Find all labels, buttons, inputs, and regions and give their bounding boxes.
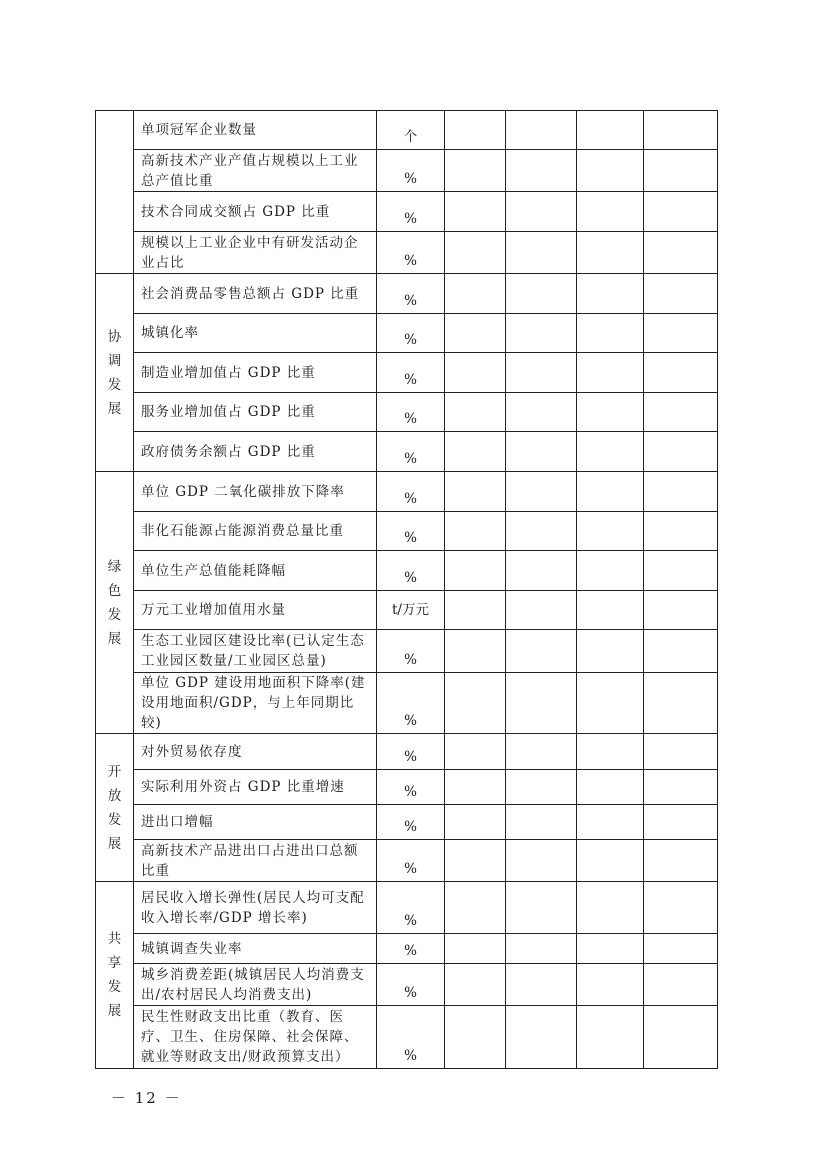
category-cell [96, 274, 134, 472]
indicator-name: 服务业增加值占 GDP 比重 [134, 393, 377, 432]
indicator-unit: % [377, 673, 445, 734]
indicator-name: 城镇化率 [134, 314, 377, 353]
table-row [96, 512, 718, 551]
value-cell [445, 770, 506, 805]
table-row [96, 192, 718, 232]
value-cell [644, 232, 718, 274]
table-row [96, 805, 718, 840]
value-cell [445, 353, 506, 393]
value-cell [577, 630, 644, 673]
value-cell [577, 840, 644, 882]
value-cell [577, 314, 644, 353]
value-cell [577, 192, 644, 232]
value-cell [577, 472, 644, 512]
value-cell [644, 934, 718, 964]
indicator-unit: % [377, 274, 445, 314]
value-cell [506, 770, 577, 805]
table-row [96, 882, 718, 934]
value-cell [445, 512, 506, 551]
value-cell [577, 882, 644, 934]
value-cell [506, 840, 577, 882]
value-cell [644, 551, 718, 591]
table-row [96, 734, 718, 770]
value-cell [445, 472, 506, 512]
indicator-name: 单项冠军企业数量 [134, 111, 377, 150]
value-cell [445, 882, 506, 934]
value-cell [506, 591, 577, 630]
table-row [96, 232, 718, 274]
indicator-unit: % [377, 964, 445, 1006]
value-cell [445, 964, 506, 1006]
value-cell [644, 673, 718, 734]
indicator-unit: % [377, 472, 445, 512]
table-row [96, 840, 718, 882]
category-label: 开放发展 [107, 763, 122, 852]
value-cell [506, 551, 577, 591]
indicator-name: 单位 GDP 二氧化碳排放下降率 [134, 472, 377, 512]
indicator-name: 单位生产总值能耗降幅 [134, 551, 377, 591]
value-cell [644, 111, 718, 150]
indicator-name: 单位 GDP 建设用地面积下降率(建设用地面积/GDP，与上年同期比较) [134, 673, 377, 734]
indicator-unit: % [377, 1006, 445, 1069]
value-cell [506, 630, 577, 673]
value-cell [445, 192, 506, 232]
value-cell [506, 472, 577, 512]
table-row [96, 770, 718, 805]
table-row [96, 630, 718, 673]
value-cell [644, 472, 718, 512]
table-row [96, 934, 718, 964]
value-cell [445, 314, 506, 353]
indicator-unit: % [377, 934, 445, 964]
value-cell [577, 734, 644, 770]
indicator-name: 城镇调查失业率 [134, 934, 377, 964]
value-cell [577, 232, 644, 274]
value-cell [506, 393, 577, 432]
indicator-unit: % [377, 512, 445, 551]
indicator-unit: % [377, 150, 445, 192]
value-cell [445, 591, 506, 630]
value-cell [506, 1006, 577, 1069]
value-cell [445, 805, 506, 840]
indicator-name: 万元工业增加值用水量 [134, 591, 377, 630]
value-cell [644, 840, 718, 882]
indicator-name: 高新技术产品进出口占进出口总额比重 [134, 840, 377, 882]
value-cell [445, 840, 506, 882]
indicator-unit: % [377, 232, 445, 274]
indicator-unit: % [377, 734, 445, 770]
value-cell [445, 934, 506, 964]
value-cell [644, 805, 718, 840]
indicator-unit: % [377, 551, 445, 591]
value-cell [506, 964, 577, 1006]
indicator-name: 民生性财政支出比重（教育、医疗、卫生、住房保障、社会保障、就业等财政支出/财政预算支出） [134, 1006, 377, 1069]
indicator-name: 制造业增加值占 GDP 比重 [134, 353, 377, 393]
value-cell [445, 232, 506, 274]
category-cell [96, 111, 134, 274]
table-row [96, 274, 718, 314]
value-cell [577, 274, 644, 314]
table-row [96, 432, 718, 472]
value-cell [577, 512, 644, 551]
value-cell [445, 673, 506, 734]
indicator-unit: 个 [377, 111, 445, 150]
indicator-name: 城乡消费差距(城镇居民人均消费支出/农村居民人均消费支出) [134, 964, 377, 1006]
value-cell [506, 734, 577, 770]
value-cell [644, 734, 718, 770]
value-cell [577, 934, 644, 964]
indicator-unit: t/万元 [377, 591, 445, 630]
value-cell [445, 393, 506, 432]
indicator-name: 技术合同成交额占 GDP 比重 [134, 192, 377, 232]
value-cell [445, 150, 506, 192]
value-cell [506, 432, 577, 472]
table-row [96, 314, 718, 353]
value-cell [506, 232, 577, 274]
category-label: 协调发展 [107, 328, 122, 417]
table-row [96, 964, 718, 1006]
indicator-unit: % [377, 840, 445, 882]
category-cell [96, 882, 134, 1069]
value-cell [644, 964, 718, 1006]
table-row [96, 353, 718, 393]
indicator-table [95, 110, 718, 1069]
value-cell [506, 934, 577, 964]
indicator-name: 规模以上工业企业中有研发活动企业占比 [134, 232, 377, 274]
value-cell [644, 353, 718, 393]
value-cell [506, 805, 577, 840]
value-cell [644, 314, 718, 353]
value-cell [506, 150, 577, 192]
value-cell [577, 353, 644, 393]
indicator-name: 对外贸易依存度 [134, 734, 377, 770]
value-cell [506, 111, 577, 150]
value-cell [644, 150, 718, 192]
indicator-unit: % [377, 192, 445, 232]
value-cell [445, 432, 506, 472]
value-cell [577, 770, 644, 805]
value-cell [445, 111, 506, 150]
value-cell [577, 673, 644, 734]
value-cell [644, 512, 718, 551]
indicator-name: 社会消费品零售总额占 GDP 比重 [134, 274, 377, 314]
value-cell [445, 1006, 506, 1069]
value-cell [506, 353, 577, 393]
value-cell [644, 432, 718, 472]
category-cell [96, 734, 134, 882]
indicator-unit: % [377, 314, 445, 353]
value-cell [506, 192, 577, 232]
indicator-name: 非化石能源占能源消费总量比重 [134, 512, 377, 551]
indicator-unit: % [377, 353, 445, 393]
value-cell [644, 591, 718, 630]
indicator-unit: % [377, 770, 445, 805]
table-row [96, 393, 718, 432]
value-cell [506, 882, 577, 934]
value-cell [506, 314, 577, 353]
value-cell [577, 393, 644, 432]
value-cell [506, 512, 577, 551]
value-cell [644, 274, 718, 314]
value-cell [577, 591, 644, 630]
value-cell [644, 192, 718, 232]
indicator-name: 高新技术产业产值占规模以上工业总产值比重 [134, 150, 377, 192]
value-cell [644, 630, 718, 673]
value-cell [506, 274, 577, 314]
value-cell [577, 432, 644, 472]
indicator-name: 实际利用外资占 GDP 比重增速 [134, 770, 377, 805]
value-cell [644, 882, 718, 934]
value-cell [577, 1006, 644, 1069]
indicator-name: 进出口增幅 [134, 805, 377, 840]
indicator-unit: % [377, 630, 445, 673]
category-label: 共享发展 [107, 931, 122, 1019]
indicator-unit: % [377, 393, 445, 432]
table-row [96, 472, 718, 512]
table-row [96, 111, 718, 150]
table-row [96, 673, 718, 734]
value-cell [445, 274, 506, 314]
value-cell [577, 964, 644, 1006]
category-cell [96, 472, 134, 734]
table-row [96, 591, 718, 630]
value-cell [644, 1006, 718, 1069]
indicator-name: 政府债务余额占 GDP 比重 [134, 432, 377, 472]
table-row [96, 551, 718, 591]
indicator-unit: % [377, 432, 445, 472]
value-cell [644, 393, 718, 432]
indicator-name: 居民收入增长弹性(居民人均可支配收入增长率/GDP 增长率) [134, 882, 377, 934]
table-row [96, 1006, 718, 1069]
value-cell [506, 673, 577, 734]
value-cell [644, 770, 718, 805]
indicator-unit: % [377, 882, 445, 934]
indicator-unit: % [377, 805, 445, 840]
value-cell [445, 551, 506, 591]
value-cell [577, 805, 644, 840]
value-cell [445, 630, 506, 673]
indicator-name: 生态工业园区建设比率(已认定生态工业园区数量/工业园区总量) [134, 630, 377, 673]
table-row [96, 150, 718, 192]
page-number: － 12 － [111, 1089, 182, 1107]
category-label: 绿色发展 [107, 558, 122, 647]
value-cell [577, 111, 644, 150]
value-cell [445, 734, 506, 770]
value-cell [577, 551, 644, 591]
value-cell [577, 150, 644, 192]
